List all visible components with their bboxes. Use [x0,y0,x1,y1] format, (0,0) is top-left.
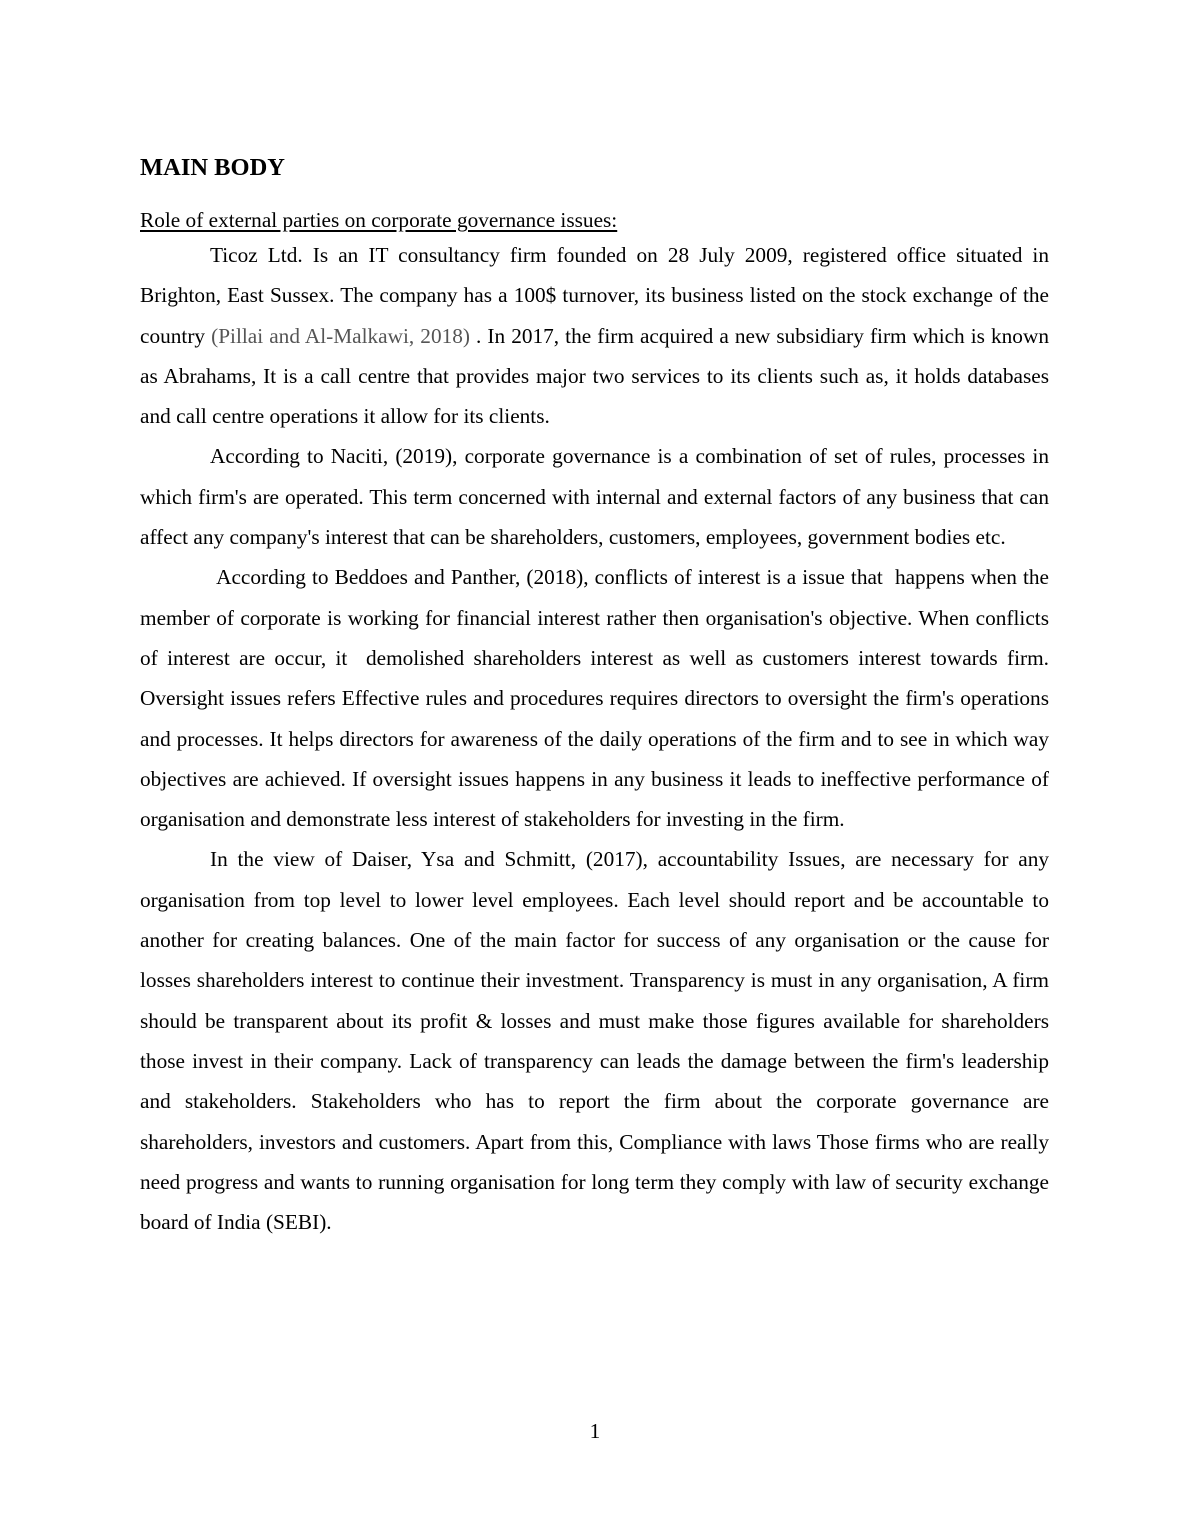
paragraph-1 [140,235,1049,436]
paragraph-2: According to Naciti, (2019), corporate governance is a combination of set of rules, processes in which firm's are operated. This term concerned with internal and external factors of any business that can affect any company's interest that can be shareholders, customers, employees, government bodies etc. [140,444,1049,550]
subsection-heading: Role of external parties on corporate governance issues: [140,208,618,232]
section-heading: MAIN BODY [140,154,285,181]
page-number: 1 [589,1419,601,1443]
document-body [140,150,1055,1242]
paragraph-1-text-a: Ticoz Ltd. Is an IT consultancy firm founded on 28 July 2009, registered office situated in Brighton, East Sussex. The company has a 100$ turnover, its business listed on the stock exchange of the country [140,243,1049,348]
paragraph-4: In the view of Daiser, Ysa and Schmitt, (2017), accountability Issues, are necessary for any organisation from top level to lower level employees. Each level should report and be accountable to another for creating balances. One of the main factor for success of any organisation or the cause for losses shareholders interest to continue their investment. Transparency is must in any organisation, A firm should be transparent about its profit & losses and must make those figures available for shareholders those invest in their company. Lack of transparency can leads the damage between the firm's leadership and stakeholders. Stakeholders who has to report the firm about the corporate governance are shareholders, investors and customers. Apart from this, Compliance with laws Those firms who are really need progress and wants to running organisation for long term they comply with law of security exchange board of India (SEBI). [140,847,1049,1235]
paragraph-3: According to Beddoes and Panther, (2018), conflicts of interest is a issue that happens when the member of corporate is working for financial interest rather then organisation's objective. When conflicts of interest are occur, it demolished shareholders interest as well as customers interest towards firm. Oversight issues refers Effective rules and procedures requires directors to oversight the firm's operations and processes. It helps directors for awareness of the daily operations of the firm and to see in which way objectives are achieved. If oversight issues happens in any business it leads to ineffective performance of organisation and demonstrate less interest of stakeholders for investing in the firm. [140,565,1055,832]
paragraph-1-text-b: . In 2017, the firm acquired a new subsidiary firm which is known as Abrahams, It is a call centre that provides major two services to its clients such as, it holds databases and call centre operations it allow for its clients. [140,323,1049,429]
citation-link: (Pillai and Al-Malkawi, 2018) [211,323,470,348]
